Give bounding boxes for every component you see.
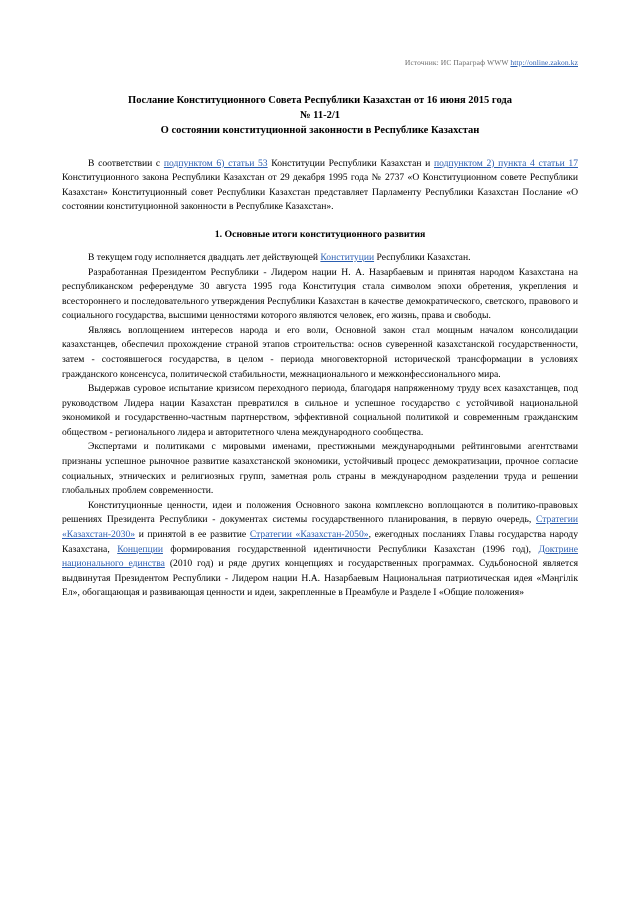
s1p1-text-b: Республики Казахстан. — [374, 251, 471, 263]
title-line-1: Послание Конституционного Совета Республики Казахстан от 16 июня 2015 года — [128, 95, 512, 106]
source-label: Источник: ИС Параграф WWW — [404, 58, 511, 67]
link-konstitucii[interactable]: Конституции — [320, 251, 375, 263]
source-url-link[interactable]: http://online.zakon.kz — [510, 58, 578, 67]
section1-paragraph-5: Экспертами и политиками с мировыми именами, престижными международными рейтинговыми агентствами признаны успешное рыночное развитие казахстанской экономики, устойчивый процесс демократизации, прочное согласие социальных, этнических и религиозных групп, заметная роль страны в международном разделении труда и решении глобальных проблем современности. — [62, 441, 578, 497]
s1p6-text-e: (2010 год) и ряде других концепциях и государственных программах. Судьбоносной является выдвинутая Президентом Республики - Лидером нации Н.А. Назарбаевым Национальная патриотическая идея «Мәңгілік Ел», обогащающая и развивающая ценности и идеи, закрепленные в Преамбуле и Разделе I «Общие положения» — [62, 558, 578, 599]
intro-text-c: Конституционного закона Республики Казахстан от 29 декабря 1995 года № 2737 «О Конституционном совете Республики Казахстан» Конституционный совет Республики Казахстан представляет Парламенту Республики Казахстан Послание «О состоянии конституционной законности в Республике Казахстан». — [62, 172, 578, 213]
link-podpunkt-6-statya-53[interactable]: подпунктом 6) статьи 53 — [163, 157, 268, 169]
page-title — [62, 93, 578, 139]
title-line-2: № 11-2/1 — [299, 110, 340, 122]
section1-paragraph-4: Выдержав суровое испытание кризисом переходного периода, благодаря напряженному труду всех казахстанцев, под руководством Лидера нации Казахстан превратился в сильное и успешное государство с устойчивой национальной экономикой и государственно-частным партнерством, эффективной социальной политикой и современным гражданским обществом - регионального лидера и авторитетного члена международного сообщества. — [62, 383, 578, 438]
section1-paragraph-3: Являясь воплощением интересов народа и его воли, Основной закон стал мощным началом консолидации казахстанцев, обеспечил прохождение страной этапов строительства: основ суверенной казахстанской государственности, затем - состоявшегося государства, в целом - периода многовекторной исторической трансформации в условиях гражданского консенсуса, политической стабильности, межнационального и межконфессионального мира. — [62, 324, 578, 380]
s1p6-text-d: формирования государственной идентичности Республики Казахстан (1996 год), — [162, 543, 539, 555]
section1-paragraph-6 — [62, 499, 578, 601]
intro-text-b: Конституции Республики Казахстан и — [267, 157, 434, 169]
source-line — [62, 58, 578, 67]
link-strategiya-kazakhstan-2050[interactable]: Стратегии «Казахстан-2050» — [249, 528, 369, 540]
s1p6-text-a: Конституционные ценности, идеи и положения Основного закона комплексно воплощаются в политико-правовых решениях Президента Республики - документах системы государственного планирования, в первую очередь, — [62, 499, 578, 526]
s1p1-text-a: В текущем году исполняется двадцать лет действующей — [88, 251, 321, 263]
section-heading-1: 1. Основные итоги конституционного развития — [214, 228, 426, 240]
link-doktrine-nacionalnogo-edinstva[interactable]: Доктрине национального единства — [62, 543, 578, 570]
s1p6-text-b: и принятой в ее развитие — [135, 528, 250, 540]
s1p6-text-c: , ежегодных посланиях Главы государства народу Казахстана, — [62, 528, 578, 555]
intro-paragraph — [62, 157, 578, 215]
intro-text-a: В соответствии с — [88, 157, 164, 169]
section1-paragraph-1 — [62, 251, 578, 266]
section1-paragraph-2: Разработанная Президентом Республики - Лидером нации Н. А. Назарбаевым и принятая народом Казахстана на республиканском референдуме 30 августа 1995 года Конституция стала символом эпохи обретения, укрепления и всестороннего и последовательного утверждения Республики Казахстан в качестве демократического, светского, правового и социального государства, высшими ценностями которого являются человек, его жизнь, права и свободы. — [62, 266, 578, 322]
link-strategiya-kazakhstan-2030[interactable]: Стратегии «Казахстан-2030» — [62, 514, 578, 540]
link-koncepcii[interactable]: Концепции — [117, 543, 163, 555]
link-podpunkt-2-punkt-4-statya-17[interactable]: подпунктом 2) пункта 4 статьи 17 — [433, 157, 578, 169]
title-line-3: О состоянии конституционной законности в Республике Казахстан — [160, 125, 480, 137]
